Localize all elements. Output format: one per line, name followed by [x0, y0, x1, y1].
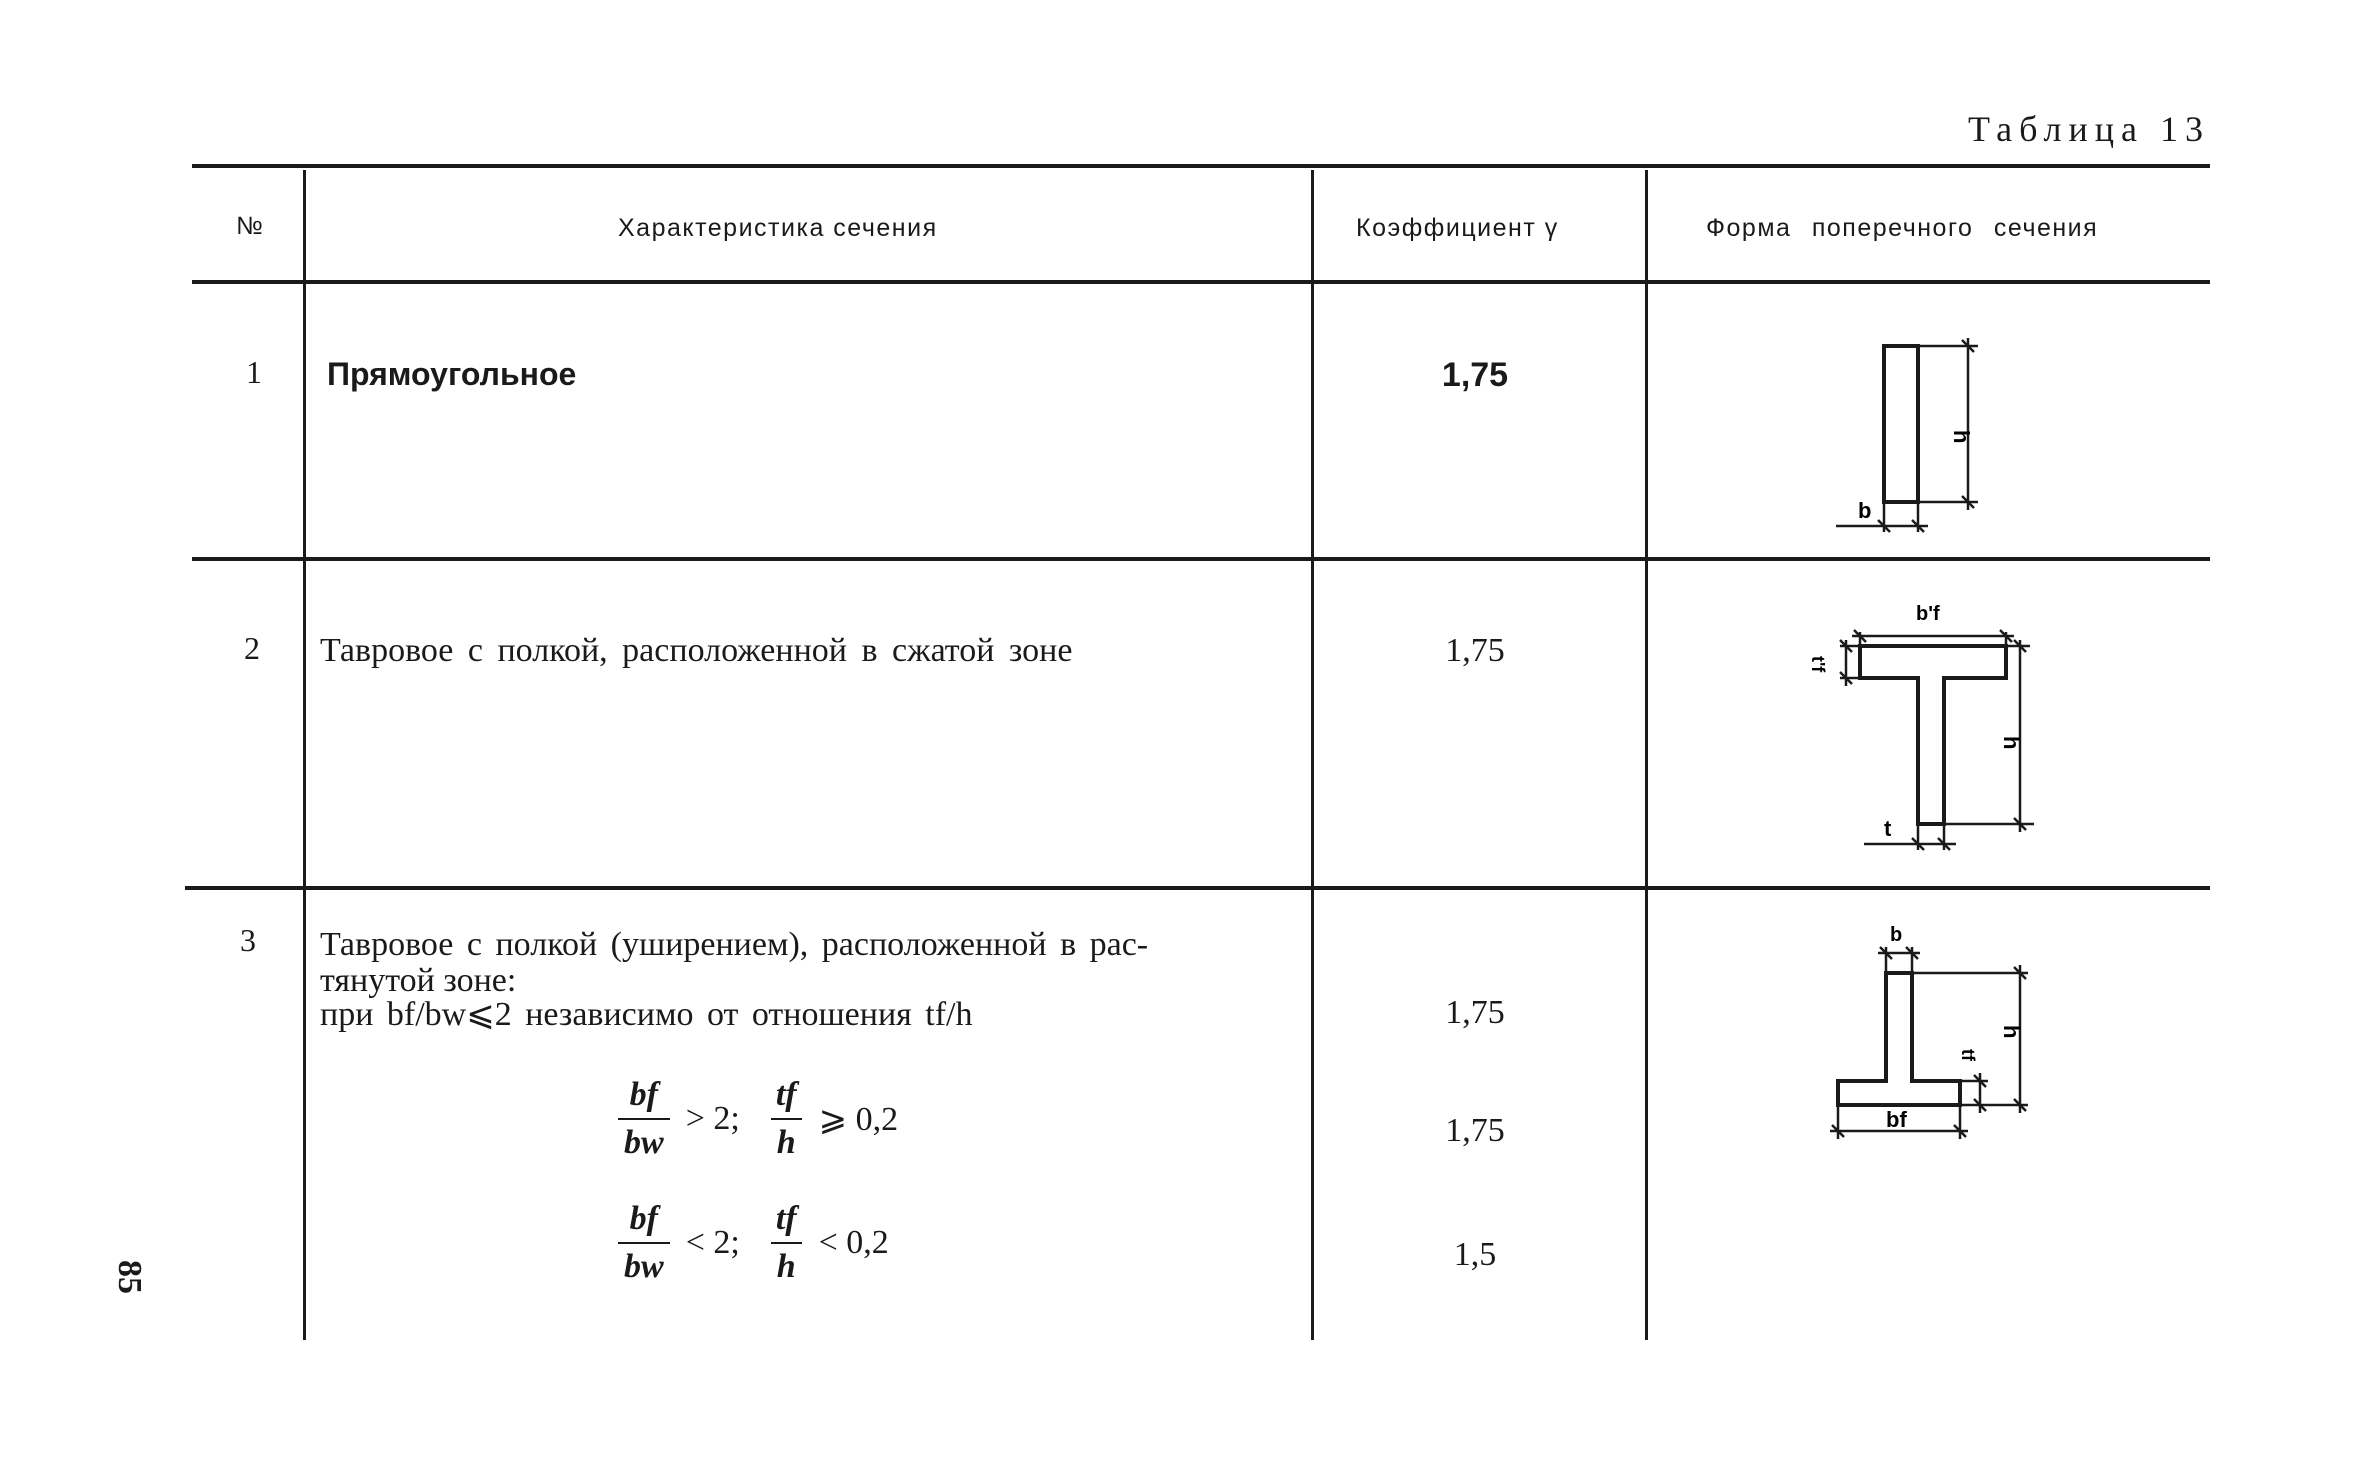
row1-characteristic: Прямоугольное [327, 356, 577, 392]
col-divider-2 [1311, 170, 1314, 1340]
col-divider-3 [1645, 170, 1648, 1340]
cond-c-relation-2: < 0,2 [818, 1224, 889, 1261]
row3-characteristic-line2: тянутой зоне: [320, 962, 517, 999]
header-characteristic: Характеристика сечения [618, 214, 938, 242]
header-shape: Форма поперечного сечения [1706, 214, 2099, 242]
cond-b-denominator-1: bw [618, 1118, 670, 1162]
row1-label-b: b [1858, 498, 1872, 523]
row3-coefficient-b: 1,75 [1445, 1112, 1505, 1149]
row2-number: 2 [244, 630, 260, 666]
header-num: № [236, 212, 265, 240]
page-number: 85 [111, 1260, 148, 1294]
row3-label-tf: tf [1958, 1049, 1978, 1061]
row1-number: 1 [246, 354, 262, 390]
row2-label-bf-prime: b'f [1916, 603, 1940, 625]
row3-characteristic-line3: при bf/bw⩽2 независимо от отношения tf/h [320, 996, 973, 1033]
row2-bottom-rule [185, 886, 2210, 890]
row3-label-b: b [1890, 925, 1903, 946]
row3-characteristic-line1: Тавровое с полкой (уширением), расположенной в рас- [320, 926, 1149, 963]
table-top-rule [192, 164, 2210, 168]
cond-c-relation-1: < 2; [685, 1224, 740, 1261]
row3-condition-c [612, 1200, 889, 1286]
cond-b-numerator-1: bf [629, 1076, 658, 1113]
row3-label-h: h [1999, 1025, 2024, 1039]
row2-label-h: h [1999, 736, 2024, 750]
row2-label-t: t [1884, 816, 1892, 841]
cond-c-numerator-1: bf [629, 1200, 658, 1237]
row3-coefficient-c: 1,5 [1453, 1236, 1497, 1273]
cond-b-denominator-2: h [771, 1118, 802, 1162]
row2-section-drawing [1780, 596, 2040, 866]
cond-b-relation-1: > 2; [685, 1100, 740, 1137]
row2-characteristic: Тавровое с полкой, расположенной в сжатой зоне [320, 632, 1073, 669]
cond-c-numerator-2: tf [775, 1200, 797, 1237]
row2-label-tf-prime: t'f [1808, 656, 1828, 673]
row1-section-drawing [1820, 330, 1990, 540]
row3-section-drawing [1820, 925, 2040, 1165]
table-caption: Таблица 13 [1968, 109, 2210, 149]
row1-coefficient: 1,75 [1441, 356, 1509, 394]
header-coefficient: Коэффициент γ [1356, 214, 1559, 242]
cond-c-denominator-1: bw [618, 1242, 670, 1286]
cond-c-denominator-2: h [771, 1242, 802, 1286]
row1-label-h: h [1949, 430, 1974, 444]
cond-b-numerator-2: tf [775, 1076, 797, 1113]
row3-coefficient-a: 1,75 [1445, 994, 1505, 1031]
cond-b-relation-2: ⩾ 0,2 [818, 1101, 899, 1138]
header-bottom-rule [192, 280, 2210, 284]
row3-label-bf: bf [1886, 1107, 1907, 1132]
row1-bottom-rule [192, 557, 2210, 561]
row3-condition-b [612, 1076, 898, 1162]
row2-coefficient: 1,75 [1445, 632, 1505, 669]
col-divider-1 [303, 170, 306, 1340]
row3-number: 3 [240, 922, 256, 958]
